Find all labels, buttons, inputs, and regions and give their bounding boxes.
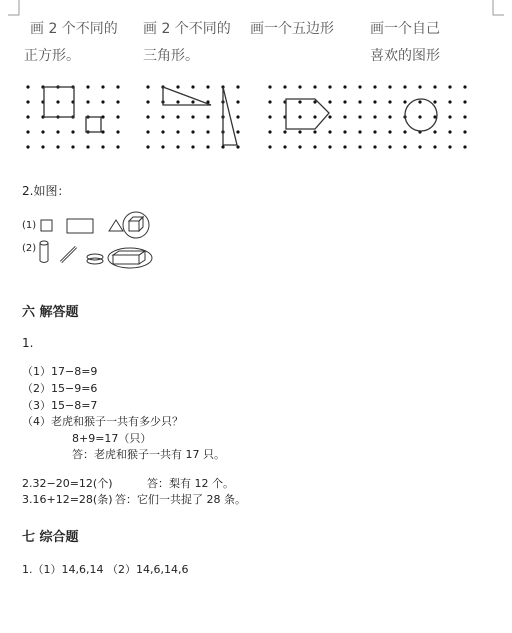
caption-2-line1: 画 2 个不同的 (143, 21, 231, 37)
grid-dot (116, 130, 119, 133)
grid-dot (146, 85, 149, 88)
grid-dot (268, 130, 271, 133)
grid-dot (433, 100, 436, 103)
square-small (86, 117, 101, 132)
grid-dot (343, 115, 346, 118)
grid-dot (463, 115, 466, 118)
grid-dot (358, 145, 361, 148)
grid-dot (236, 145, 239, 148)
q3-answer: 答：它们一共捉了 28 条。 (115, 493, 246, 506)
grid-dot (448, 85, 451, 88)
box-in-ellipse-shape (108, 248, 152, 268)
grid-dot (403, 145, 406, 148)
grid-dot (116, 85, 119, 88)
grid-dot (146, 130, 149, 133)
flat-cylinder-shape (87, 254, 103, 264)
triangle-shape (109, 220, 123, 231)
grid-dot (343, 85, 346, 88)
circle-figure (405, 99, 437, 131)
grid-dot (268, 100, 271, 103)
grid-dot (433, 130, 436, 133)
answer-text: 答：老虎和猴子一共有 17 只。 (72, 448, 225, 461)
section7-line: 1.（1）14,6,14 （2）14,6,14,6 (22, 563, 189, 576)
grid-dot (101, 145, 104, 148)
small-square-shape (41, 220, 52, 231)
grid-dot (26, 85, 29, 88)
grid-dot (373, 130, 376, 133)
grid-dot (116, 145, 119, 148)
grid-dot (433, 85, 436, 88)
grid-dot (191, 100, 194, 103)
grid-dot (463, 85, 466, 88)
grid-dot (26, 145, 29, 148)
grid-dot (268, 145, 271, 148)
grid-dot (191, 85, 194, 88)
caption-1-line1: 画 2 个不同的 (30, 21, 118, 37)
grid-dot (146, 115, 149, 118)
grid-dot (86, 100, 89, 103)
caption-2-line2: 三角形。 (143, 48, 199, 64)
q2-row2-label: (2) (22, 243, 37, 254)
q3-calc: 3.16+12=28(条) (22, 493, 113, 506)
q2-title: 2.如图： (22, 184, 70, 198)
grid-dot (116, 100, 119, 103)
grid-dot (463, 130, 466, 133)
grid-dot (388, 145, 391, 148)
grid-dot (283, 85, 286, 88)
grid-dot (448, 130, 451, 133)
grid-dot (161, 130, 164, 133)
grid-dot (388, 115, 391, 118)
pencil-shape (61, 247, 76, 262)
section6-q1-label: 1. (22, 336, 34, 350)
grid-dot (463, 100, 466, 103)
grid-dot (206, 85, 209, 88)
grid-dot (328, 130, 331, 133)
grid-dot (101, 100, 104, 103)
section6-heading: 六 解答题 (22, 305, 79, 320)
grid-dot (161, 145, 164, 148)
cube-in-circle-shape (123, 212, 149, 238)
grid-dot (176, 145, 179, 148)
grid-dot (283, 130, 286, 133)
grid-dot (418, 145, 421, 148)
grid-dot (236, 85, 239, 88)
grid-dot (373, 115, 376, 118)
grid-dot (56, 130, 59, 133)
q2-calc: 2.32−20=12(个) (22, 477, 113, 490)
grid-dot (403, 85, 406, 88)
grid-dot (191, 130, 194, 133)
grid-dot (373, 145, 376, 148)
grid-dot (56, 145, 59, 148)
grid-dot (26, 115, 29, 118)
caption-4-line1: 画一个自己 (370, 21, 440, 37)
grid-dot (328, 145, 331, 148)
answer-line-4: （4）老虎和猴子一共有多少只？ (22, 415, 183, 428)
grid-dot (176, 130, 179, 133)
q2-row1-label: (1) (22, 220, 37, 231)
grid-dot (388, 85, 391, 88)
grid-dot (418, 115, 421, 118)
grid-dot (176, 100, 179, 103)
grid-dot (206, 145, 209, 148)
grid-dot (358, 85, 361, 88)
grid-dot (373, 100, 376, 103)
grid-dot (403, 100, 406, 103)
grid-dot (313, 130, 316, 133)
grid-dot (418, 100, 421, 103)
grid-dot (313, 145, 316, 148)
grid-dot (388, 100, 391, 103)
grid-dot (298, 85, 301, 88)
grid-dot (268, 85, 271, 88)
grid-dot (26, 100, 29, 103)
answer-line-1: （1）17−8=9 (22, 365, 98, 378)
caption-4-line2: 喜欢的图形 (370, 48, 440, 64)
grid-dot (418, 85, 421, 88)
grid-dot (206, 115, 209, 118)
grid-dot (433, 145, 436, 148)
page-corner-mark-left (8, 0, 20, 16)
dot-grid-figures (0, 75, 512, 155)
caption-3-line1: 画一个五边形 (250, 21, 334, 37)
pentagon (286, 99, 329, 129)
grid-dot (56, 100, 59, 103)
grid-dot (298, 145, 301, 148)
grid-dot (191, 145, 194, 148)
grid-dot (236, 130, 239, 133)
grid-dot (146, 100, 149, 103)
page-corner-mark-right (492, 0, 504, 16)
grid-dot (358, 115, 361, 118)
grid-dot (86, 85, 89, 88)
grid-dot (146, 145, 149, 148)
grid-dot (313, 85, 316, 88)
grid-dot (236, 115, 239, 118)
grid-dot (328, 85, 331, 88)
section7-heading: 七 综合题 (22, 530, 79, 545)
q2-shapes (0, 205, 180, 275)
grid-dot (268, 115, 271, 118)
answer-calc: 8+9=17（只） (72, 432, 152, 445)
grid-dot (283, 145, 286, 148)
grid-dot (328, 115, 331, 118)
grid-dot (101, 115, 104, 118)
grid-dot (221, 145, 224, 148)
grid-dot (343, 145, 346, 148)
grid-dot (71, 130, 74, 133)
grid-dot (358, 100, 361, 103)
answer-line-3: （3）15−8=7 (22, 399, 98, 412)
grid-dot (328, 100, 331, 103)
grid-dot (448, 115, 451, 118)
grid-dot (26, 130, 29, 133)
grid-dot (448, 100, 451, 103)
q2-answer: 答：梨有 12 个。 (147, 477, 234, 490)
grid-dot (313, 115, 316, 118)
caption-1-line2: 正方形。 (24, 48, 80, 64)
grid-dot (41, 145, 44, 148)
grid-dot (86, 145, 89, 148)
grid-dot (236, 100, 239, 103)
grid-dot (71, 145, 74, 148)
grid-dot (298, 130, 301, 133)
grid-dot (343, 100, 346, 103)
grid-dot (343, 130, 346, 133)
grid-dot (161, 115, 164, 118)
grid-dot (373, 85, 376, 88)
grid-dot (101, 85, 104, 88)
grid-dot (176, 115, 179, 118)
answer-line-2: （2）15−9=6 (22, 382, 98, 395)
grid-dot (101, 130, 104, 133)
cylinder-shape (40, 241, 48, 263)
grid-dot (41, 130, 44, 133)
grid-dot (298, 115, 301, 118)
rectangle-shape (67, 219, 93, 233)
grid-dot (191, 115, 194, 118)
grid-dot (176, 85, 179, 88)
grid-dot (403, 130, 406, 133)
grid-dot (388, 130, 391, 133)
grid-dot (298, 100, 301, 103)
grid-dot (358, 130, 361, 133)
grid-dot (463, 145, 466, 148)
grid-dot (448, 145, 451, 148)
grid-dot (206, 130, 209, 133)
triangle-one (163, 87, 211, 105)
grid-dot (116, 115, 119, 118)
triangle-two (223, 87, 237, 145)
